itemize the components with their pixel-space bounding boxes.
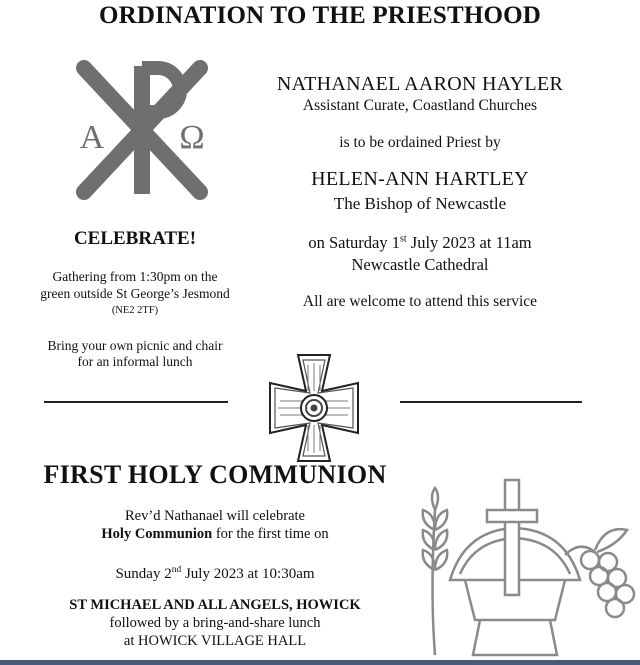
picnic-line-2: for an informal lunch (77, 354, 193, 369)
chalice-cross-icon (405, 470, 640, 660)
postcode: (NE2 2TF) (111, 305, 159, 316)
church-name: ST MICHAEL AND ALL ANGELS, HOWICK (69, 597, 361, 613)
picnic-line-1: Bring your own picnic and chair (47, 338, 223, 353)
ordination-date: on Saturday 1st July 2023 at 11am (308, 233, 532, 252)
welcome-text: All are welcome to attend this service (302, 293, 538, 310)
communion-date: Sunday 2nd July 2023 at 10:30am (115, 565, 315, 582)
celebrate-heading: CELEBRATE! (73, 228, 197, 249)
ordination-statement: is to be ordained Priest by (339, 134, 501, 151)
divider-right (400, 401, 582, 403)
page-title: ORDINATION TO THE PRIESTHOOD (98, 2, 542, 29)
alpha-symbol: A (79, 119, 105, 156)
communion-line-2: Holy Communion for the first time on (101, 526, 329, 542)
celtic-cross-icon (258, 353, 370, 463)
omega-symbol: Ω (179, 119, 205, 156)
lunch-line-1: followed by a bring-and-share lunch (109, 615, 321, 631)
bishop-name: HELEN-ANN HARTLEY (311, 168, 529, 190)
gathering-line-2: green outside St George’s Jesmond (40, 286, 230, 301)
candidate-role: Assistant Curate, Coastland Churches (302, 97, 538, 114)
ordination-venue: Newcastle Cathedral (351, 255, 489, 274)
gathering-line-1: Gathering from 1:30pm on the (52, 269, 218, 284)
divider-left (44, 401, 228, 403)
communion-line-1: Rev’d Nathanael will celebrate (125, 508, 305, 524)
bishop-title: The Bishop of Newcastle (333, 194, 507, 213)
communion-heading: FIRST HOLY COMMUNION (43, 460, 387, 489)
candidate-name: NATHANAEL AARON HAYLER (276, 73, 564, 95)
bottom-bar (0, 660, 640, 665)
lunch-line-2: at HOWICK VILLAGE HALL (123, 633, 307, 649)
chi-rho-icon (62, 60, 222, 200)
